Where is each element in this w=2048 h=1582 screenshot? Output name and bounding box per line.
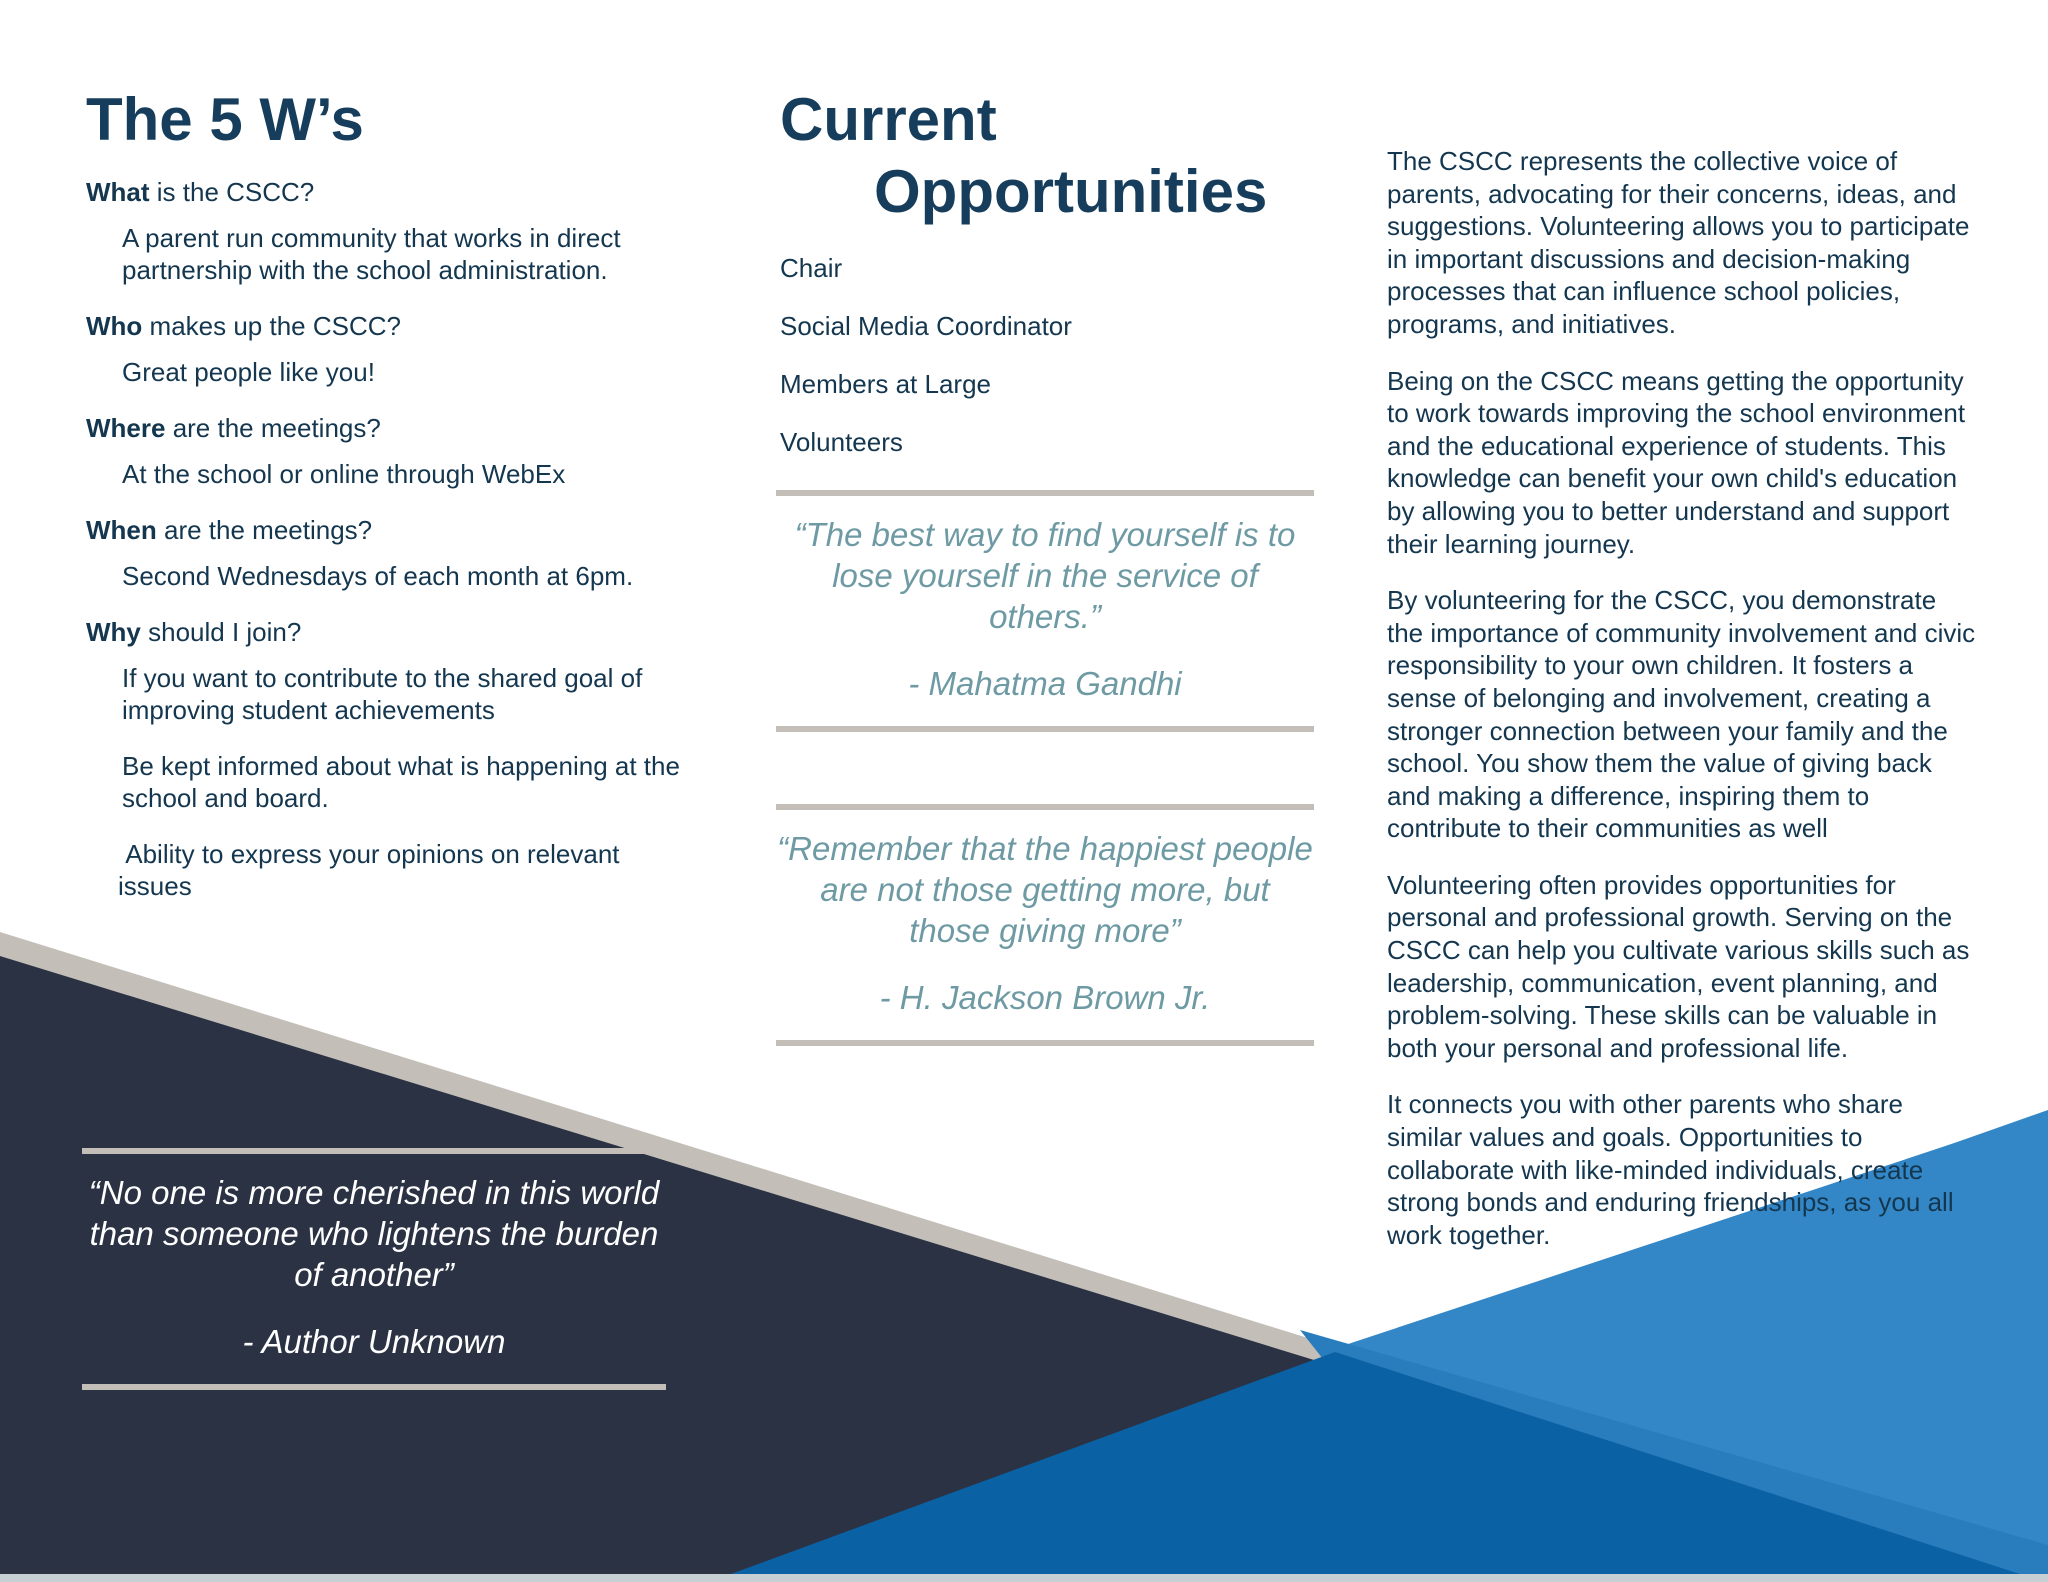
quote-rule-bottom [82,1384,666,1390]
faq-answer: If you want to contribute to the shared goal of improving student achievements [122,663,643,725]
quote-text: “No one is more cherished in this world than someone who lightens the burden of another” [88,1174,660,1293]
faq-answer: Second Wednesdays of each month at 6pm. [122,561,634,591]
benefit-paragraph: Volunteering often provides opportunities for personal and professional growth. Serving on the CSCC can help you cultivate various skills such as leadership, communication, event planning, and problem-solving. These skills can be valuable in both your personal and professional life. [1387,869,1970,1063]
opportunities-title: Current Opportunities [780,86,1268,225]
quote-text: “The best way to find yourself is to lose yourself in the service of others.” [794,516,1296,635]
faq-why [86,616,686,902]
faq-who [86,310,686,388]
five-ws-title: The 5 W’s [86,86,364,153]
quote-rule-bottom [776,726,1314,732]
benefit-paragraph: By volunteering for the CSCC, you demonstrate the importance of community involvement and civic responsibility to your own children. It fosters a sense of belonging and involvement, creating a stronger connection between your family and the school. You show them the value of giving back and making a difference, inspiring them to contribute to their communities as well [1387,585,1976,844]
benefit-paragraph: Being on the CSCC means getting the opportunity to work towards improving the school environment and the educational experience of students. This knowledge can benefit your own child's education by allowing you to better understand and support their learning journey. [1387,365,1966,559]
faq-question: Why should I join? [86,617,302,647]
faq-answer: Great people like you! [122,357,375,387]
opportunity-item: Chair [780,253,843,283]
opportunity-item: Social Media Coordinator [780,311,1072,341]
quote-rule-top [82,1148,666,1154]
quote-author: - Mahatma Gandhi [908,665,1182,702]
faq-question: When are the meetings? [86,515,373,545]
faq-question: Who makes up the CSCC? [86,311,401,341]
quote-rule-bottom [776,1040,1314,1046]
faq-question: What is the CSCC? [86,177,315,207]
faq-answer: Ability to express your opinions on relevant issues [118,839,627,901]
benefits-panel [1387,145,1977,1275]
quote-author-unknown [82,1148,666,1390]
quote-author: - Author Unknown [242,1323,506,1360]
five-ws-panel [86,84,686,926]
quote-gandhi [776,490,1314,732]
opportunity-item: Volunteers [780,427,903,457]
bottom-strip [0,1574,2048,1582]
benefit-paragraph: The CSCC represents the collective voice of parents, advocating for their concerns, ideas, and suggestions. Volunteering allows you to participate in important discussions and decision-making processes that can influence school policies, programs, and initiatives. [1387,146,1970,339]
quote-rule-top [776,490,1314,496]
opportunities-panel [780,84,1310,484]
opportunity-item: Members at Large [780,369,991,399]
opportunities-list [780,252,1310,458]
faq-answer: At the school or online through WebEx [122,459,566,489]
quote-author: - H. Jackson Brown Jr. [879,979,1211,1016]
faq-where [86,412,686,490]
quote-jackson-brown [776,804,1314,1046]
faq-question: Where are the meetings? [86,413,381,443]
quote-text: “Remember that the happiest people are not those getting more, but those giving more” [777,830,1313,949]
faq-answer: Be kept informed about what is happening at the school and board. [122,751,680,813]
faq-when [86,514,686,592]
faq-answer: A parent run community that works in direct partnership with the school administration. [122,223,621,285]
faq-what [86,176,686,286]
benefit-paragraph: It connects you with other parents who share similar values and goals. Opportunities to collaborate with like-minded individuals, create strong bonds and enduring friendships, as you all work together. [1387,1089,1954,1250]
quote-rule-top [776,804,1314,810]
